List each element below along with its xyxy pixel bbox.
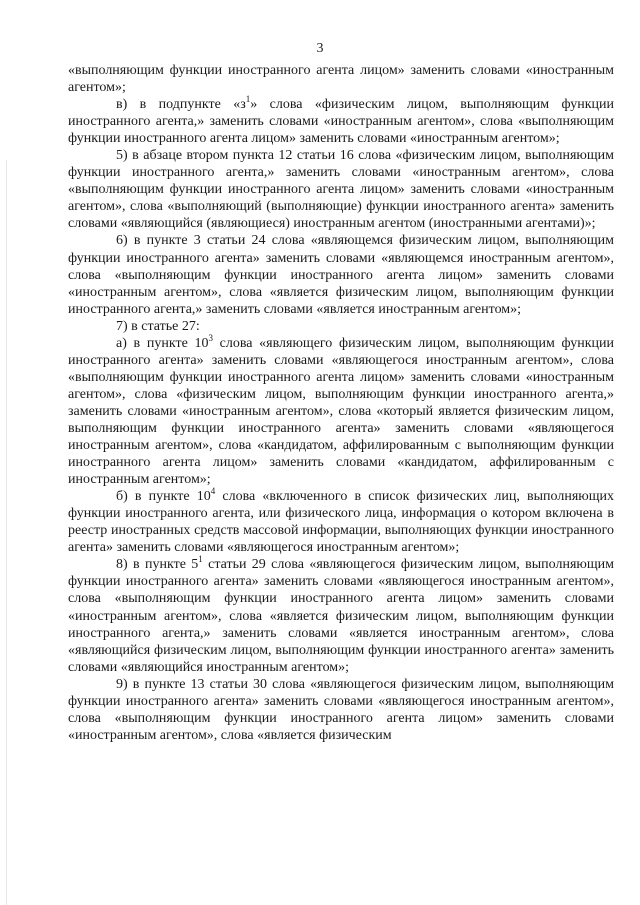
paragraph-p2: [68, 147, 614, 232]
superscript: 1: [198, 554, 203, 565]
paragraph-p8: [68, 676, 614, 744]
text-run: б) в пункте 10: [116, 489, 211, 505]
paragraph-p3: [68, 232, 614, 317]
page-number: 3: [316, 41, 324, 56]
paragraph-p4: [68, 318, 614, 335]
paragraph-p1: [68, 96, 614, 147]
superscript: 3: [208, 332, 213, 343]
text-run: » слова «физическим лицом, выполняющим функции иностранного агента,» заменить словами «иностранным агентом», слова «выполняющим функции иностранного агента лицом» заменить словами «иностранным агентом»;: [68, 97, 614, 147]
text-run: слова «являющего физическим лицом, выполняющим функции иностранного агента» заменить словами «являющегося иностранным агентом», слова «выполняющим функции иностранного агента лицом» заменить словами «иностранным агентом», слова «физическим лицом, выполняющим функции иностранного агента,» заменить словами «иностранным агентом», слова «который является физическим лицом, выполняющим функции иностранного агента» заменить словами «являющегося иностранным агентом», слова «кандидатом, аффилированным с выполняющим функции иностранного агента лицом» заменить словами «кандидатом, аффилированным с иностранным агентом»;: [68, 335, 614, 488]
superscript: 1: [245, 94, 251, 105]
text-run: а) в пункте 10: [116, 335, 209, 351]
text-run: «выполняющим функции иностранного агента лицом» заменить словами «иностранным агентом»;: [68, 63, 614, 96]
text-run: в) в подпункте «з: [116, 97, 246, 113]
scan-artifact: [6, 160, 7, 905]
text-run: 8) в пункте 5: [116, 557, 199, 573]
document-body: [68, 62, 614, 744]
text-run: 9) в пункте 13 статьи 30 слова «являющегося физическим лицом, выполняющим функции иностранного агента» заменить словами «являющегося иностранным агентом», слова «выполняющим функции иностранного агента лицом» заменить словами «иностранным агентом», слова «является физическим: [68, 676, 614, 743]
text-run: 6) в пункте 3 статьи 24 слова «являющемся физическим лицом, выполняющим функции иностранного агента» заменить словами «являющемся иностранным агентом», слова «выполняющим функции иностранного агента лицом» заменить словами «иностранным агентом», слова «является физическим лицом, выполняющим функции иностранного агента,» заменить словами «является иностранным агентом»;: [68, 233, 614, 317]
paragraph-p7: [68, 556, 614, 675]
text-run: 7) в статье 27:: [116, 318, 200, 334]
paragraph-p5: [68, 332, 614, 488]
superscript: 4: [210, 486, 216, 497]
text-run: статьи 29 слова «являющегося физическим лицом, выполняющим функции иностранного агента» заменить словами «являющегося иностранным агентом», слова «выполняющим функции иностранного агента лицом» заменить словами «иностранным агентом», слова «является физическим лицом, выполняющим функции иностранного агента,» заменить словами «является иностранным агентом», слова «являющийся физическим лицом, выполняющим функции иностранного агента» заменить словами «являющийся иностранным агентом»;: [68, 557, 614, 675]
text-run: слова «включенного в список физических лиц, выполняющих функции иностранного агента, или физического лица, информация о котором включена в реестр иностранных средств массовой информации, выполняющих функции иностранного агента» заменить словами «являющегося иностранным агентом»;: [68, 489, 614, 556]
paragraph-p0: [68, 62, 614, 96]
text-run: 5) в абзаце втором пункта 12 статьи 16 слова «физическим лицом, выполняющим функции иностранного агента,» заменить словами «иностранным агентом», слова «выполняющим функции иностранного агента лицом» заменить словами «иностранным агентом», слова «выполняющий (выполняющие) функции иностранного агента» заменить словами «являющийся (являющиеся) иностранным агентом (иностранными агентами)»;: [68, 148, 614, 232]
paragraph-p6: [68, 488, 614, 556]
